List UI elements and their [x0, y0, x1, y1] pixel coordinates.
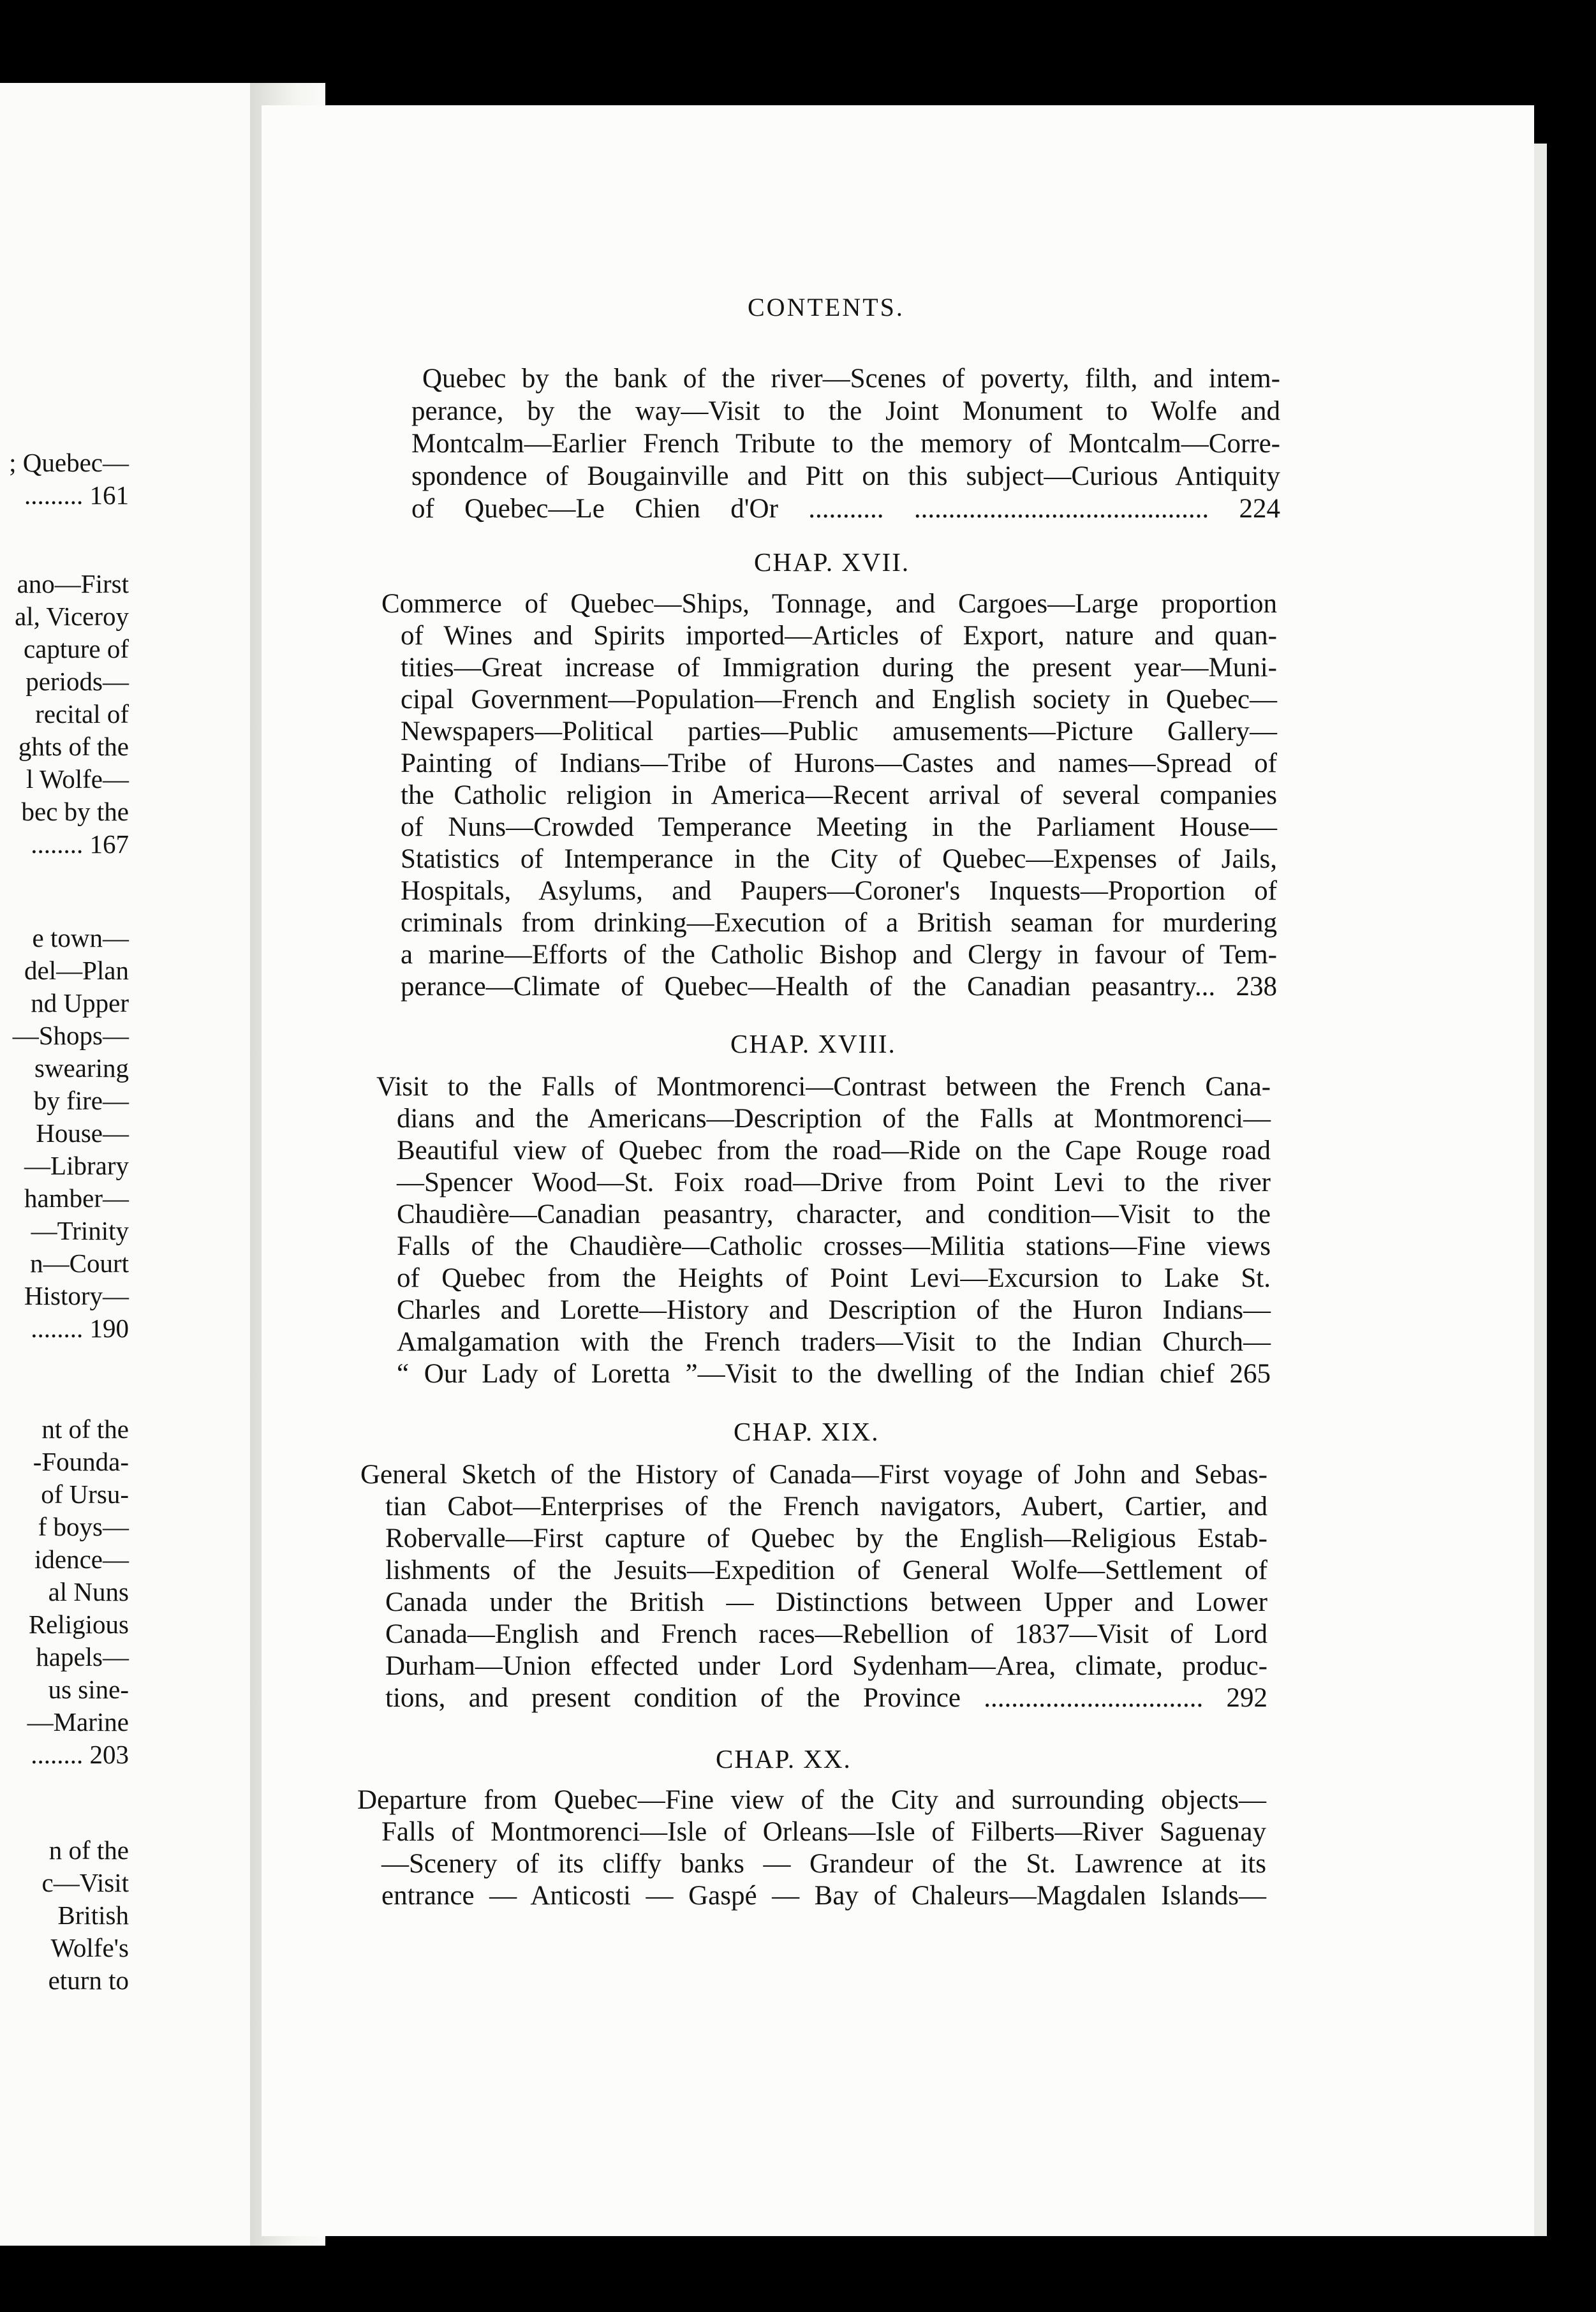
toc-line: Falls of Montmorenci—Isle of Orleans—Isle of Filberts—River Saguenay — [381, 1817, 1266, 1847]
left-page-line: nd Upper — [31, 988, 129, 1018]
toc-line: —Scenery of its cliffy banks — Grandeur of the St. Lawrence at its — [381, 1849, 1266, 1879]
toc-line: Quebec by the bank of the river—Scenes of poverty, filth, and intem- — [422, 364, 1280, 394]
left-page-line: al, Viceroy — [15, 602, 129, 631]
toc-line: Newspapers—Political parties—Public amusements—Picture Gallery— — [401, 716, 1277, 746]
left-page-line: c—Visit — [41, 1868, 129, 1897]
toc-line-with-page: tions, and present condition of the Province ................................ 292 — [385, 1683, 1267, 1713]
left-page-line: n of the — [48, 1835, 129, 1865]
toc-line: cipal Government—Population—French and English society in Quebec— — [401, 685, 1277, 715]
toc-line: Statistics of Intemperance in the City of Quebec—Expenses of Jails, — [401, 844, 1277, 874]
toc-line: tities—Great increase of Immigration during the present year—Muni- — [401, 653, 1277, 683]
page-header: CONTENTS. — [748, 293, 905, 322]
left-page-line: —Trinity — [31, 1216, 129, 1245]
left-page-line: eturn to — [48, 1966, 129, 1995]
toc-line: Hospitals, Asylums, and Paupers—Coroner's Inquests—Proportion of — [401, 876, 1277, 906]
toc-line: —Spencer Wood—St. Foix road—Drive from Point Levi to the river — [397, 1167, 1271, 1197]
left-page-line: History— — [24, 1281, 129, 1310]
toc-line-with-page: “ Our Lady of Loretta ”—Visit to the dwelling of the Indian chief 265 — [397, 1359, 1271, 1389]
toc-line: tian Cabot—Enterprises of the French navigators, Aubert, Cartier, and — [385, 1492, 1267, 1522]
left-page-line: e town— — [32, 923, 129, 952]
left-page-line: of Ursu- — [41, 1479, 129, 1509]
left-page-line: ano—First — [17, 569, 129, 598]
toc-line: Robervalle—First capture of Quebec by the English—Religious Estab- — [385, 1523, 1267, 1553]
left-page-line: —Shops— — [12, 1021, 129, 1050]
toc-line: Durham—Union effected under Lord Sydenham—Area, climate, produc- — [385, 1651, 1267, 1681]
toc-line: Canada—English and French races—Rebellion of 1837—Visit of Lord — [385, 1619, 1267, 1649]
toc-line-with-page: perance—Climate of Quebec—Health of the Canadian peasantry... 238 — [401, 972, 1277, 1002]
left-page-line: capture of — [23, 634, 129, 663]
left-page-line: —Marine — [27, 1707, 129, 1737]
toc-line: Amalgamation with the French traders—Visit to the Indian Church— — [397, 1327, 1271, 1357]
toc-line: Beautiful view of Quebec from the road—Ride on the Cape Rouge road — [397, 1136, 1271, 1166]
toc-line: Charles and Lorette—History and Description of the Huron Indians— — [397, 1295, 1271, 1325]
page-edge — [1534, 144, 1547, 2236]
toc-line: perance, by the way—Visit to the Joint Monument to Wolfe and — [411, 396, 1280, 426]
left-page-line: l Wolfe— — [26, 764, 129, 794]
left-page-line: ghts of the — [18, 732, 129, 761]
left-page-line: ......... 161 — [24, 480, 129, 510]
toc-line: criminals from drinking—Execution of a British seaman for murdering — [401, 908, 1277, 938]
toc-line: spondence of Bougainville and Pitt on this subject—Curious Antiquity — [411, 461, 1280, 491]
left-page-line: ........ 203 — [31, 1740, 129, 1769]
chapter-heading: CHAP. XIX. — [734, 1417, 880, 1446]
left-page-line: ; Quebec— — [9, 448, 129, 477]
toc-line: General Sketch of the History of Canada—First voyage of John and Sebas- — [360, 1460, 1267, 1490]
left-page-line: British — [57, 1901, 129, 1930]
left-page-line: nt of the — [41, 1414, 129, 1444]
left-page-line: hamber— — [24, 1183, 129, 1213]
toc-line-with-page: of Quebec—Le Chien d'Or ........... ........................................... 224 — [411, 494, 1280, 524]
toc-line: a marine—Efforts of the Catholic Bishop and Clergy in favour of Tem- — [401, 940, 1277, 970]
toc-line: Falls of the Chaudière—Catholic crosses—Militia stations—Fine views — [397, 1231, 1271, 1261]
toc-line: Commerce of Quebec—Ships, Tonnage, and Cargoes—Large proportion — [381, 589, 1277, 619]
left-page-line: periods— — [26, 667, 129, 696]
left-page-line: f boys— — [38, 1512, 129, 1541]
left-page-line: ........ 190 — [31, 1314, 129, 1343]
left-page-line: del—Plan — [24, 956, 129, 985]
left-page-line: ........ 167 — [31, 829, 129, 859]
left-page-line: Religious — [28, 1610, 129, 1639]
left-page-line: -Founda- — [33, 1447, 129, 1476]
left-page-line: House— — [36, 1118, 129, 1148]
toc-line: Canada under the British — Distinctions between Upper and Lower — [385, 1587, 1267, 1617]
left-page-line: hapels— — [36, 1642, 129, 1671]
toc-line: Visit to the Falls of Montmorenci—Contrast between the French Cana- — [376, 1072, 1271, 1102]
left-page-line: n—Court — [30, 1249, 129, 1278]
toc-line: Departure from Quebec—Fine view of the City and surrounding objects— — [357, 1785, 1266, 1815]
left-page-line: al Nuns — [48, 1577, 129, 1606]
toc-line: entrance — Anticosti — Gaspé — Bay of Chaleurs—Magdalen Islands— — [381, 1881, 1266, 1911]
left-page-line: bec by the — [21, 797, 129, 826]
toc-line: of Quebec from the Heights of Point Levi—Excursion to Lake St. — [397, 1263, 1271, 1293]
left-page-line: swearing — [34, 1053, 129, 1083]
chapter-heading: CHAP. XVII. — [754, 547, 910, 577]
toc-line: of Wines and Spirits imported—Articles of Export, nature and quan- — [401, 621, 1277, 651]
toc-line: Chaudière—Canadian peasantry, character, and condition—Visit to the — [397, 1199, 1271, 1229]
left-page-line: us sine- — [48, 1675, 129, 1704]
left-page-line: by fire— — [33, 1086, 129, 1115]
left-page-line: —Library — [24, 1151, 129, 1180]
left-page-line: recital of — [35, 699, 129, 729]
toc-line: Montcalm—Earlier French Tribute to the memory of Montcalm—Corre- — [411, 429, 1280, 459]
chapter-heading: CHAP. XVIII. — [730, 1029, 896, 1058]
toc-line: dians and the Americans—Description of the Falls at Montmorenci— — [397, 1104, 1271, 1134]
toc-line: Painting of Indians—Tribe of Hurons—Castes and names—Spread of — [401, 748, 1277, 778]
toc-line: the Catholic religion in America—Recent arrival of several companies — [401, 780, 1277, 810]
left-page-line: Wolfe's — [50, 1933, 129, 1962]
toc-line: of Nuns—Crowded Temperance Meeting in the Parliament House— — [401, 812, 1277, 842]
left-page-line: idence— — [34, 1545, 129, 1574]
left-page — [0, 83, 250, 2246]
toc-line: lishments of the Jesuits—Expedition of General Wolfe—Settlement of — [385, 1555, 1267, 1585]
chapter-heading: CHAP. XX. — [716, 1744, 852, 1774]
